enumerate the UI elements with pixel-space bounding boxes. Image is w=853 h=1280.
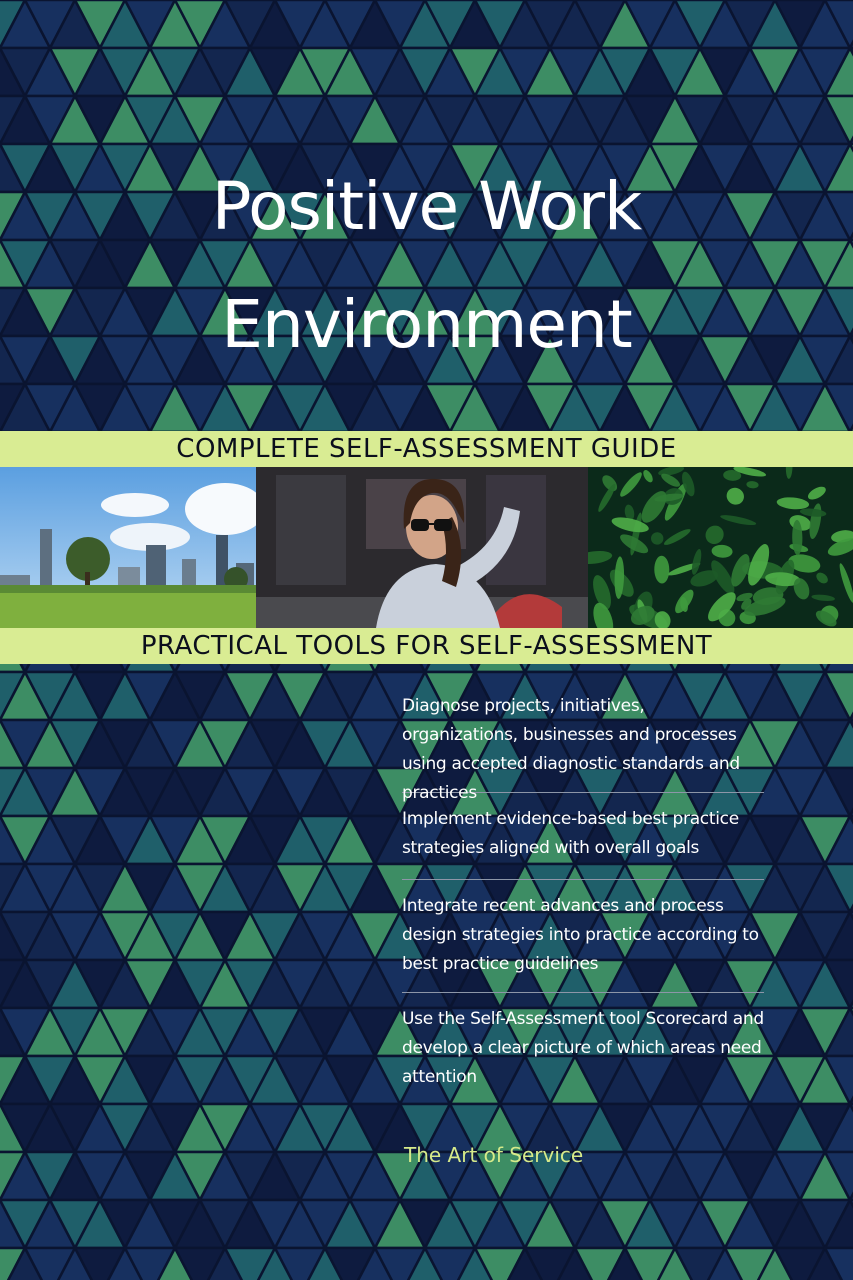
green-leaves-image <box>588 467 853 628</box>
publisher-name: The Art of Service <box>404 1143 584 1167</box>
feature-item: Implement evidence-based best practice strategies aligned with overall goals <box>402 809 739 858</box>
divider <box>402 879 764 880</box>
feature-item: Use the Self-Assessment tool Scorecard and develop a clear picture of which areas need attention <box>402 1009 764 1087</box>
bottom-banner: PRACTICAL TOOLS FOR SELF-ASSESSMENT <box>0 628 853 664</box>
city-skyline-image <box>0 467 256 628</box>
divider <box>402 992 764 993</box>
title-line-1: Positive Work <box>211 168 642 245</box>
title-line-2: Environment <box>221 286 632 363</box>
feature-item: Integrate recent advances and process design strategies into practice according to best practice guidelines <box>402 896 759 974</box>
book-title <box>0 148 853 384</box>
top-banner: COMPLETE SELF-ASSESSMENT GUIDE <box>0 431 853 467</box>
feature-item: Diagnose projects, initiatives, organizations, businesses and processes using accepted diagnostic standards and practices <box>402 696 740 803</box>
woman-sunglasses-image <box>256 467 588 628</box>
photo-strip <box>0 467 853 628</box>
feature-list <box>402 692 764 1092</box>
